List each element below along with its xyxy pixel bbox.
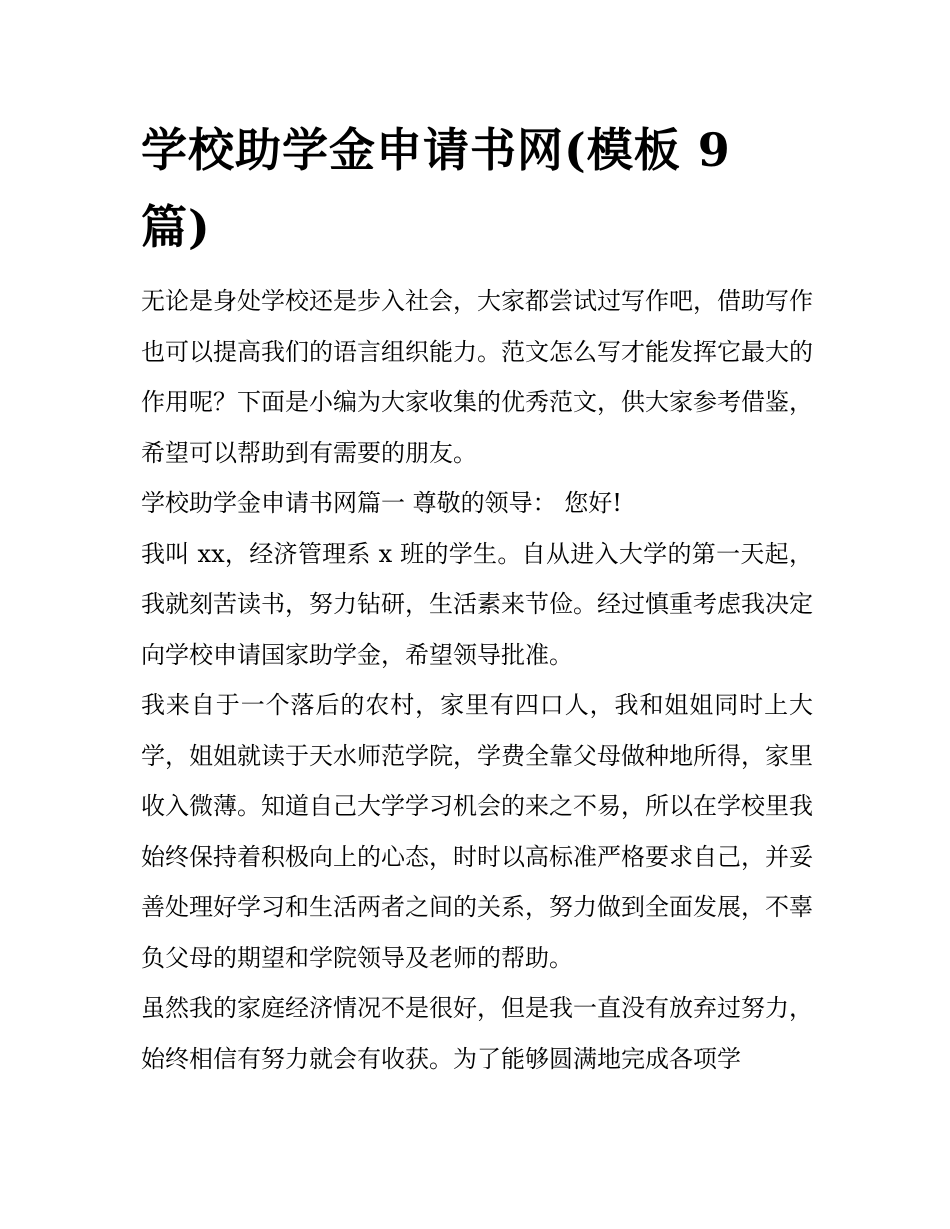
body-paragraph: 我叫 xx，经济管理系 x 班的学生。自从进入大学的第一天起，我就刻苦读书，努力钻研，生活素来节俭。经过慎重考虑我决定向学校申请国家助学金，希望领导批准。 <box>141 539 813 669</box>
salutation-paragraph: 学校助学金申请书网篇一 尊敬的领导： 您好! <box>141 489 622 517</box>
body-paragraph: 我来自于一个落后的农村，家里有四口人，我和姐姐同时上大学，姐姐就读于天水师范学院，学费全靠父母做种地所得，家里收入微薄。知道自己大学学习机会的来之不易，所以在学校里我始终保持着积极向上的心态，时时以高标准严格要求自己，并妥善处理好学习和生活两者之间的关系，努力做到全面发展，不辜负父母的期望和学院领导及老师的帮助。 <box>141 691 813 972</box>
document-title: 学校助学金申请书网(模板 9 篇) <box>141 123 731 254</box>
body-paragraph: 虽然我的家庭经济情况不是很好，但是我一直没有放弃过努力，始终相信有努力就会有收获。为了能够圆满地完成各项学 <box>141 994 813 1073</box>
document-body <box>141 276 813 1084</box>
document-page <box>141 112 813 1084</box>
intro-paragraph: 无论是身处学校还是步入社会，大家都尝试过写作吧，借助写作也可以提高我们的语言组织能力。范文怎么写才能发挥它最大的作用呢？下面是小编为大家收集的优秀范文，供大家参考借鉴，希望可以帮助到有需要的朋友。 <box>141 287 813 467</box>
